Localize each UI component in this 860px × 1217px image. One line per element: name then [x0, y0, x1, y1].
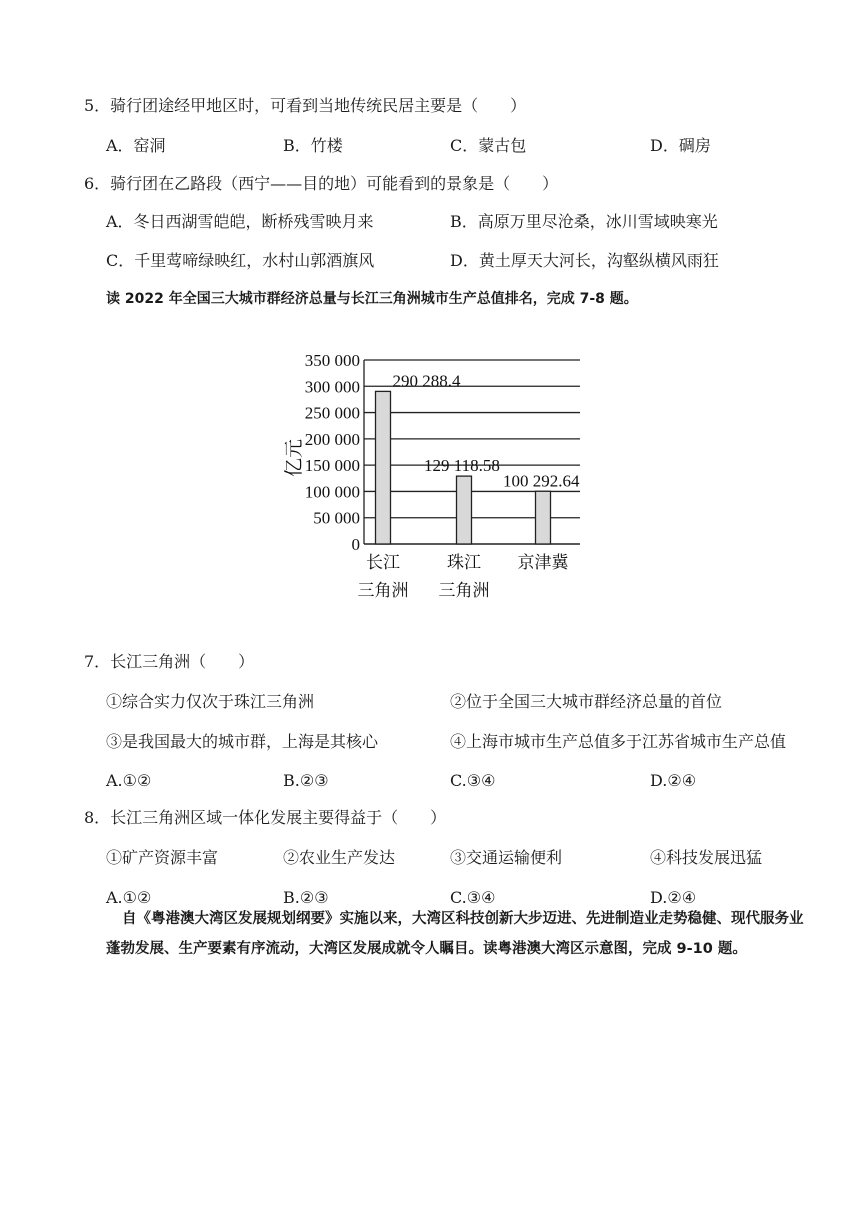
- category-label: 长江: [366, 553, 400, 572]
- q8-statement-4: ④科技发展迅猛: [650, 848, 763, 867]
- bar-value-label: 100 292.64: [503, 471, 580, 491]
- q7-option-c: C.③④: [450, 771, 496, 790]
- intro-7-8: 读 2022 年全国三大城市群经济总量与长江三角洲城市生产总值排名，完成 7-8 题。: [106, 291, 638, 307]
- q7-statement-2: ②位于全国三大城市群经济总量的首位: [450, 692, 723, 711]
- bar: [536, 491, 551, 544]
- gdp-bar-chart: [250, 340, 610, 610]
- y-tick-label: 250 000: [304, 403, 360, 423]
- q5-option-a: A．窑洞: [106, 136, 166, 155]
- q7-statement-1: ①综合实力仅次于珠江三角洲: [106, 692, 315, 711]
- intro-9-10: 自《粤港澳大湾区发展规划纲要》实施以来，大湾区科技创新大步迈进、先进制造业走势稳健、现代服务业蓬勃发展、生产要素有序流动，大湾区发展成就令人瞩目。读粤港澳大湾区示意图，完成 9-10 题。: [106, 911, 804, 957]
- y-tick-label: 200 000: [304, 429, 360, 449]
- y-tick-label: 150 000: [304, 456, 360, 476]
- y-tick-label: 100 000: [304, 482, 360, 502]
- bar-value-label: 290 288.4: [392, 371, 461, 391]
- q6-option-b: B．高原万里尽沧桑，冰川雪域映寒光: [450, 212, 718, 231]
- chart-categories: [358, 552, 570, 600]
- q7-statement-3: ③是我国最大的城市群，上海是其核心: [106, 732, 379, 751]
- q8-option-a: A.①②: [106, 888, 152, 907]
- chart-y-ticks: [305, 351, 360, 554]
- q6-option-c: C．千里莺啼绿映红，水村山郭酒旗风: [106, 251, 375, 270]
- q8-option-c: C.③④: [450, 888, 496, 907]
- q7-option-a: A.①②: [106, 771, 152, 790]
- chart-data-labels: [393, 371, 581, 490]
- q8-statement-1: ①矿产资源丰富: [106, 848, 219, 867]
- q5-option-c: C．蒙古包: [450, 136, 527, 155]
- y-tick-label: 300 000: [304, 377, 360, 397]
- q6-option-a: A．冬日西湖雪皑皑，断桥残雪映月来: [106, 212, 374, 231]
- q8-stem: 8．长江三角洲区域一体化发展主要得益于（ ）: [84, 808, 447, 827]
- category-label: 三角洲: [357, 581, 409, 600]
- category-label: 珠江: [447, 553, 481, 572]
- category-label: 三角洲: [438, 581, 490, 600]
- chart-y-axis-label: 亿元: [284, 438, 305, 478]
- q5-stem: 5．骑行团途经甲地区时，可看到当地传统民居主要是（ ）: [84, 96, 527, 115]
- y-tick-label: 350 000: [304, 351, 360, 370]
- q5-option-d: D．碉房: [650, 136, 711, 155]
- q7-option-d: D.②④: [650, 771, 697, 790]
- category-label: 京津冀: [517, 553, 569, 572]
- q6-option-d: D．黄土厚天大河长，沟壑纵横风雨狂: [450, 251, 719, 270]
- q8-option-b: B.②③: [283, 888, 329, 907]
- q8-statement-3: ③交通运输便利: [450, 848, 563, 867]
- q7-statement-4: ④上海市城市生产总值多于江苏省城市生产总值: [450, 732, 787, 751]
- q8-option-d: D.②④: [650, 888, 697, 907]
- y-tick-label: 0: [351, 535, 360, 554]
- bar: [457, 476, 472, 544]
- bar: [376, 391, 391, 544]
- q5-option-b: B．竹楼: [283, 136, 343, 155]
- bar-value-label: 129 118.58: [424, 456, 500, 476]
- q8-statement-2: ②农业生产发达: [283, 848, 396, 867]
- q7-option-b: B.②③: [283, 771, 329, 790]
- q6-stem: 6．骑行团在乙路段（西宁——目的地）可能看到的景象是（ ）: [84, 174, 559, 193]
- y-tick-label: 50 000: [313, 508, 360, 528]
- q7-stem: 7．长江三角洲（ ）: [84, 652, 255, 671]
